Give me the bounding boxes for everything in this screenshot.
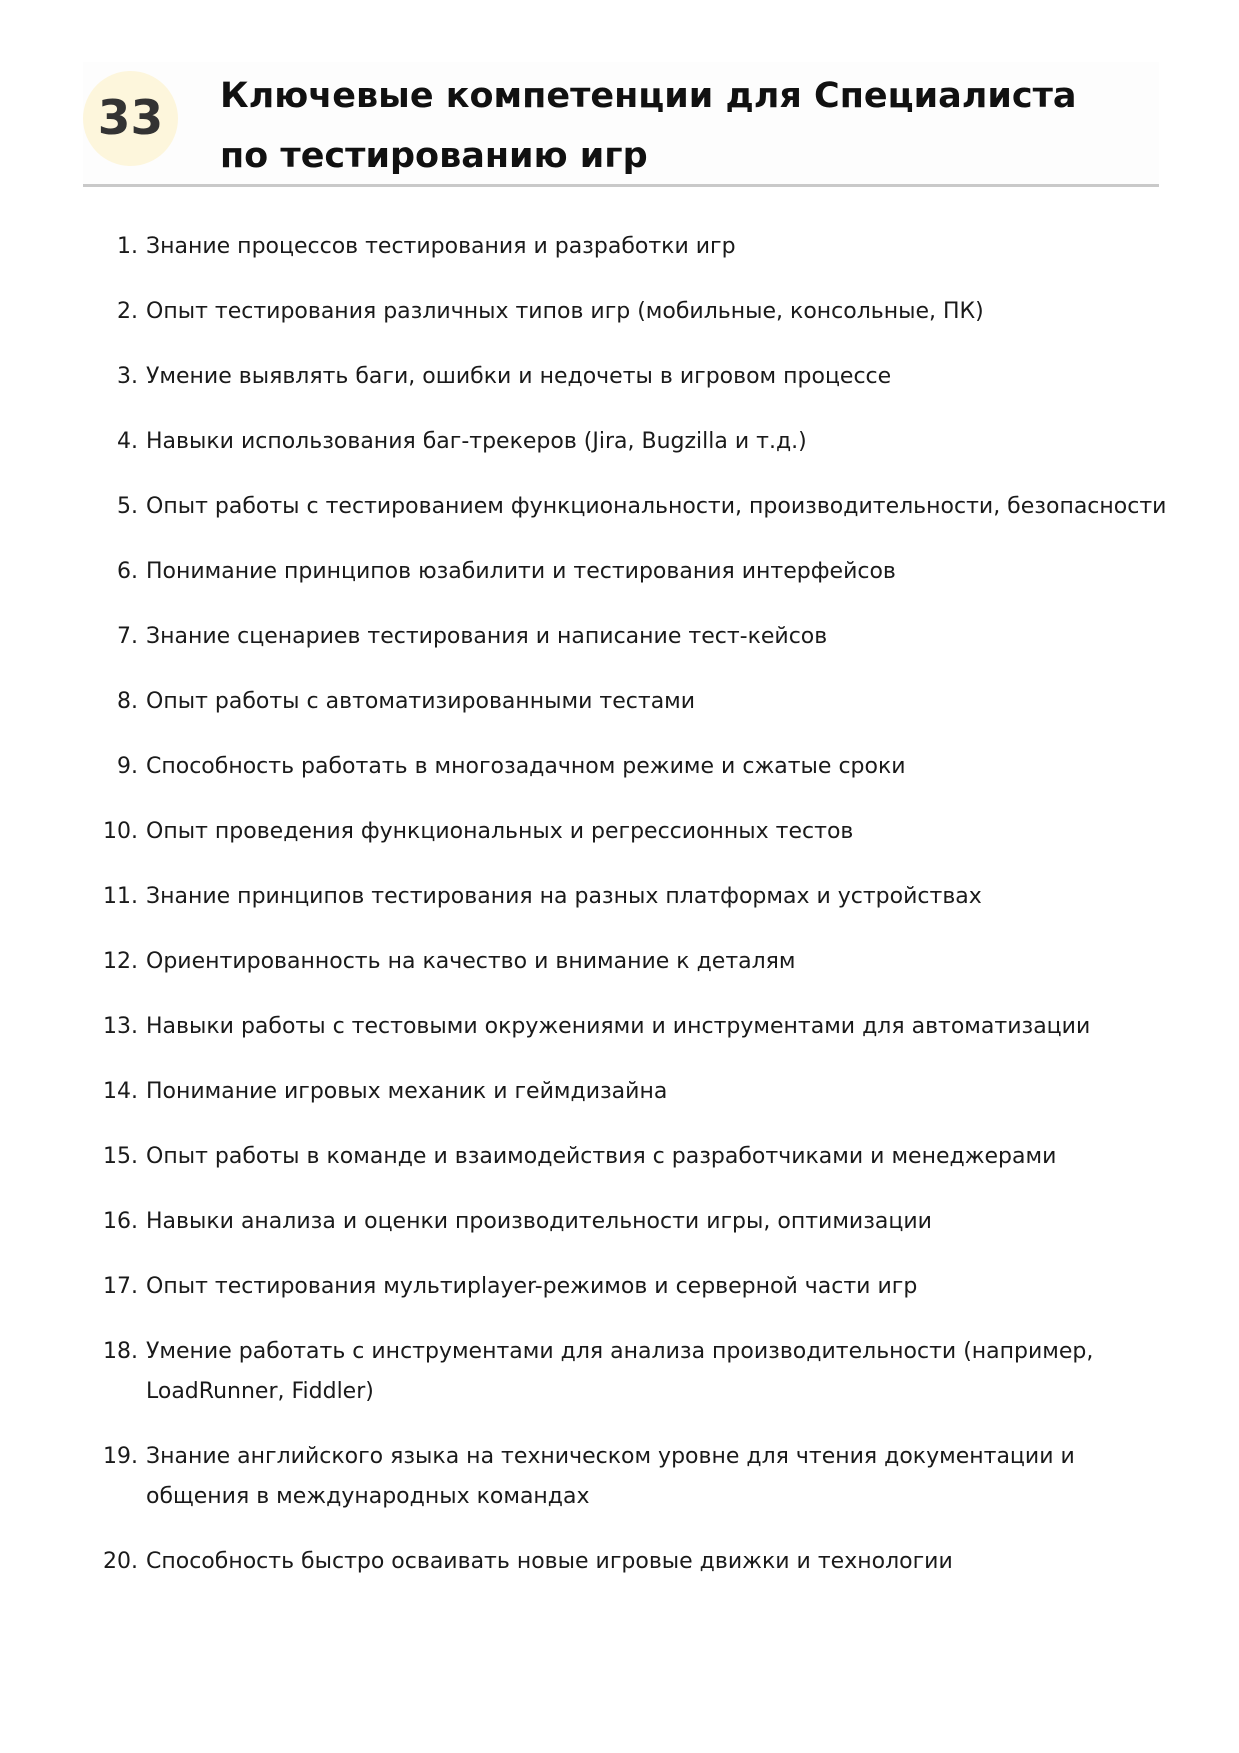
list-item-text: Опыт тестирования мультиplayer-режимов и серверной части игр [146,1274,918,1299]
list-item [98,422,1178,462]
list-item-number: 15. [103,1144,138,1169]
list-item-number: 3. [117,364,138,389]
competency-list [98,227,1178,1607]
list-item [98,877,1178,917]
list-item-number: 11. [103,884,138,909]
list-item [98,357,1178,397]
list-item-text: Навыки работы с тестовыми окружениями и инструментами для автоматизации [146,1014,1091,1039]
list-item-number: 8. [117,689,138,714]
section-header [83,62,1159,187]
list-item-number: 10. [103,819,138,844]
page-title: Ключевые компетенции для Специалиста по тестированию игр [220,76,1077,176]
list-item-text: Знание принципов тестирования на разных платформах и устройствах [146,884,982,909]
list-item-text: Знание процессов тестирования и разработки игр [146,234,736,259]
list-item-number: 18. [103,1339,138,1364]
list-item [98,292,1178,332]
list-item [98,1542,1178,1582]
list-item-text: Способность работать в многозадачном режиме и сжатые сроки [146,754,906,779]
list-item [98,1137,1178,1177]
list-item-number: 6. [117,559,138,584]
list-item-text: Понимание игровых механик и геймдизайна [146,1079,668,1104]
list-item-number: 4. [117,429,138,454]
list-item-number: 17. [103,1274,138,1299]
list-item [98,942,1178,982]
list-item-number: 5. [117,494,138,519]
list-item [98,812,1178,852]
list-item [98,487,1178,527]
list-item-number: 14. [103,1079,138,1104]
list-item-number: 19. [103,1444,138,1469]
list-item-text: Опыт работы с тестированием функциональности, производительности, безопасности [146,494,1167,519]
section-number-badge: 33 [83,71,178,166]
list-item [98,1437,1178,1517]
list-item-text: Знание сценариев тестирования и написание тест-кейсов [146,624,828,649]
list-item [98,1332,1178,1412]
list-item-text: Понимание принципов юзабилити и тестирования интерфейсов [146,559,896,584]
list-item [98,1202,1178,1242]
list-item-number: 12. [103,949,138,974]
list-item-number: 1. [117,234,138,259]
list-item-text: Умение выявлять баги, ошибки и недочеты в игровом процессе [146,364,892,389]
list-item-text: Умение работать с инструментами для анализа производительности (например, LoadRunner, Fiddler) [146,1339,1094,1404]
list-item-text: Опыт работы в команде и взаимодействия с разработчиками и менеджерами [146,1144,1057,1169]
list-item-text: Способность быстро осваивать новые игровые движки и технологии [146,1549,953,1574]
list-item-text: Опыт работы с автоматизированными тестами [146,689,696,714]
list-item-number: 7. [117,624,138,649]
list-item [98,1007,1178,1047]
list-item [98,552,1178,592]
list-item-number: 13. [103,1014,138,1039]
list-item [98,227,1178,267]
list-item [98,1267,1178,1307]
list-item-number: 9. [117,754,138,779]
list-item-text: Опыт проведения функциональных и регрессионных тестов [146,819,854,844]
list-item-text: Навыки анализа и оценки производительности игры, оптимизации [146,1209,932,1234]
list-item [98,682,1178,722]
list-item-text: Опыт тестирования различных типов игр (мобильные, консольные, ПК) [146,299,984,324]
list-item-text: Знание английского языка на техническом уровне для чтения документации и общения в международных командах [146,1444,1075,1509]
list-item-number: 20. [103,1549,138,1574]
list-item [98,747,1178,787]
list-item-number: 16. [103,1209,138,1234]
list-item-text: Навыки использования баг-трекеров (Jira, Bugzilla и т.д.) [146,429,807,454]
list-item-number: 2. [117,299,138,324]
list-item-text: Ориентированность на качество и внимание к деталям [146,949,796,974]
list-item [98,1072,1178,1112]
list-item [98,617,1178,657]
